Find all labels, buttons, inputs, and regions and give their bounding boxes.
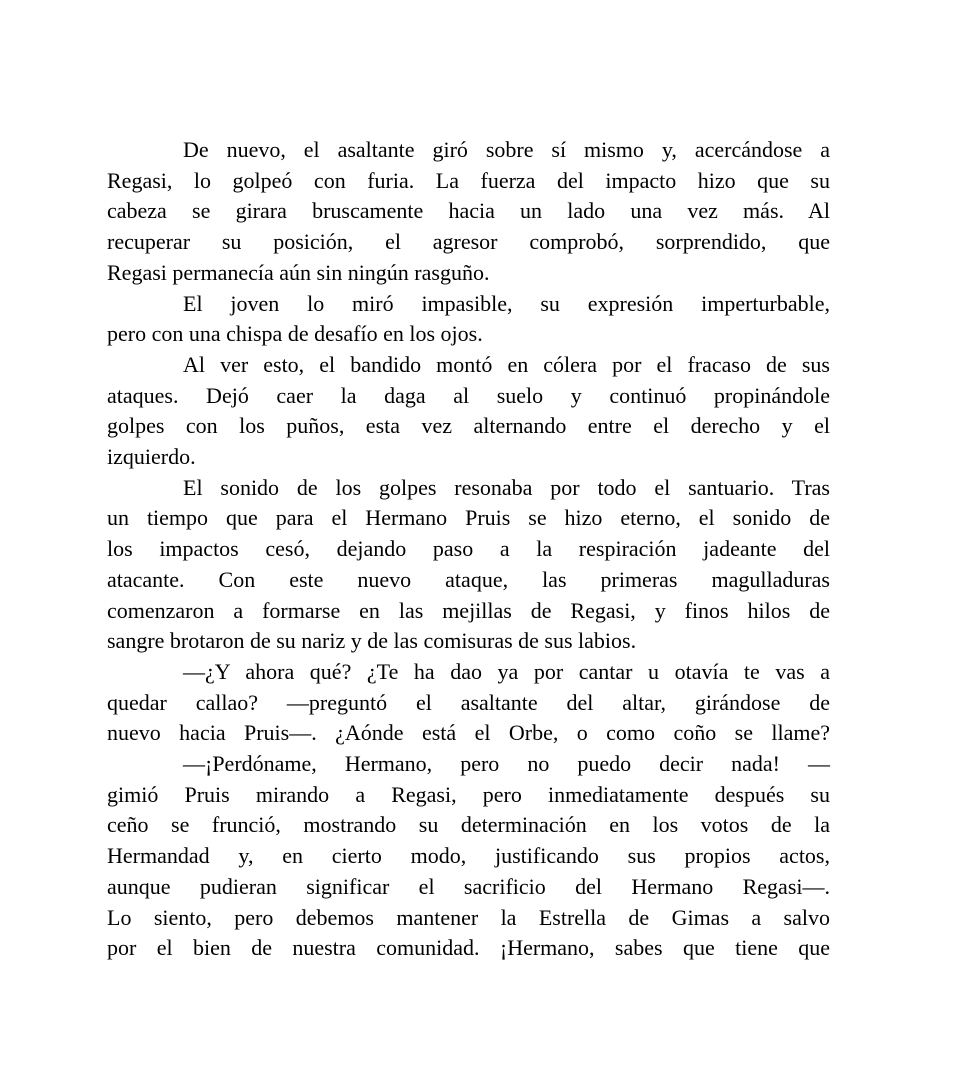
text-line: gimió Pruis mirando a Regasi, pero inmediatamente después su: [107, 781, 830, 807]
text-line: comenzaron a formarse en las mejillas de Regasi, y finos hilos de: [107, 597, 830, 623]
text-line: izquierdo.: [107, 444, 196, 470]
text-line: aunque pudieran significar el sacrificio del Hermano Regasi—.: [107, 873, 830, 899]
text-line: un tiempo que para el Hermano Pruis se hizo eterno, el sonido de: [107, 505, 830, 531]
text-line: recuperar su posición, el agresor comprobó, sorprendido, que: [107, 229, 830, 255]
paragraph: [107, 350, 830, 473]
text-line: los impactos cesó, dejando paso a la respiración jadeante del: [107, 536, 830, 562]
text-line: De nuevo, el asaltante giró sobre sí mismo y, acercándose a: [183, 137, 830, 162]
text-line: Lo siento, pero debemos mantener la Estrella de Gimas a salvo: [107, 904, 830, 930]
text-line: quedar callao? —preguntó el asaltante del altar, girándose de: [107, 689, 830, 715]
text-line: sangre brotaron de su nariz y de las comisuras de sus labios.: [107, 628, 637, 654]
text-line: Hermandad y, en cierto modo, justificando sus propios actos,: [107, 843, 830, 869]
text-line: El sonido de los golpes resonaba por todo el santuario. Tras: [183, 474, 830, 500]
paragraph: [107, 749, 830, 964]
text-line: golpes con los puños, esta vez alternando entre el derecho y el: [107, 413, 830, 439]
text-line: nuevo hacia Pruis—. ¿Aónde está el Orbe, o como coño se llame?: [107, 720, 830, 746]
text-line: —¿Y ahora qué? ¿Te ha dao ya por cantar u otavía te vas a: [183, 658, 830, 684]
text-line: ataques. Dejó caer la daga al suelo y continuó propinándole: [107, 382, 830, 408]
text-line: cabeza se girara bruscamente hacia un lado una vez más. Al: [107, 198, 830, 224]
paragraph: [107, 135, 830, 289]
text-line: —¡Perdóname, Hermano, pero no puedo decir nada! —: [183, 751, 830, 777]
text-line: ceño se frunció, mostrando su determinación en los votos de la: [107, 812, 830, 838]
text-line: pero con una chispa de desafío en los ojos.: [107, 321, 483, 347]
paragraph: [107, 657, 830, 749]
text-line: atacante. Con este nuevo ataque, las primeras magulladuras: [107, 566, 830, 592]
paragraph: [107, 473, 830, 657]
text-line: Regasi permanecía aún sin ningún rasguño.: [107, 259, 490, 285]
text-line: Al ver esto, el bandido montó en cólera por el fracaso de sus: [183, 351, 830, 377]
text-line: Regasi, lo golpeó con furia. La fuerza del impacto hizo que su: [107, 167, 830, 193]
text-line: El joven lo miró impasible, su expresión imperturbable,: [183, 290, 830, 316]
paragraph: [107, 289, 830, 350]
text-block: [107, 135, 830, 964]
text-line: por el bien de nuestra comunidad. ¡Hermano, sabes que tiene que: [107, 935, 830, 961]
